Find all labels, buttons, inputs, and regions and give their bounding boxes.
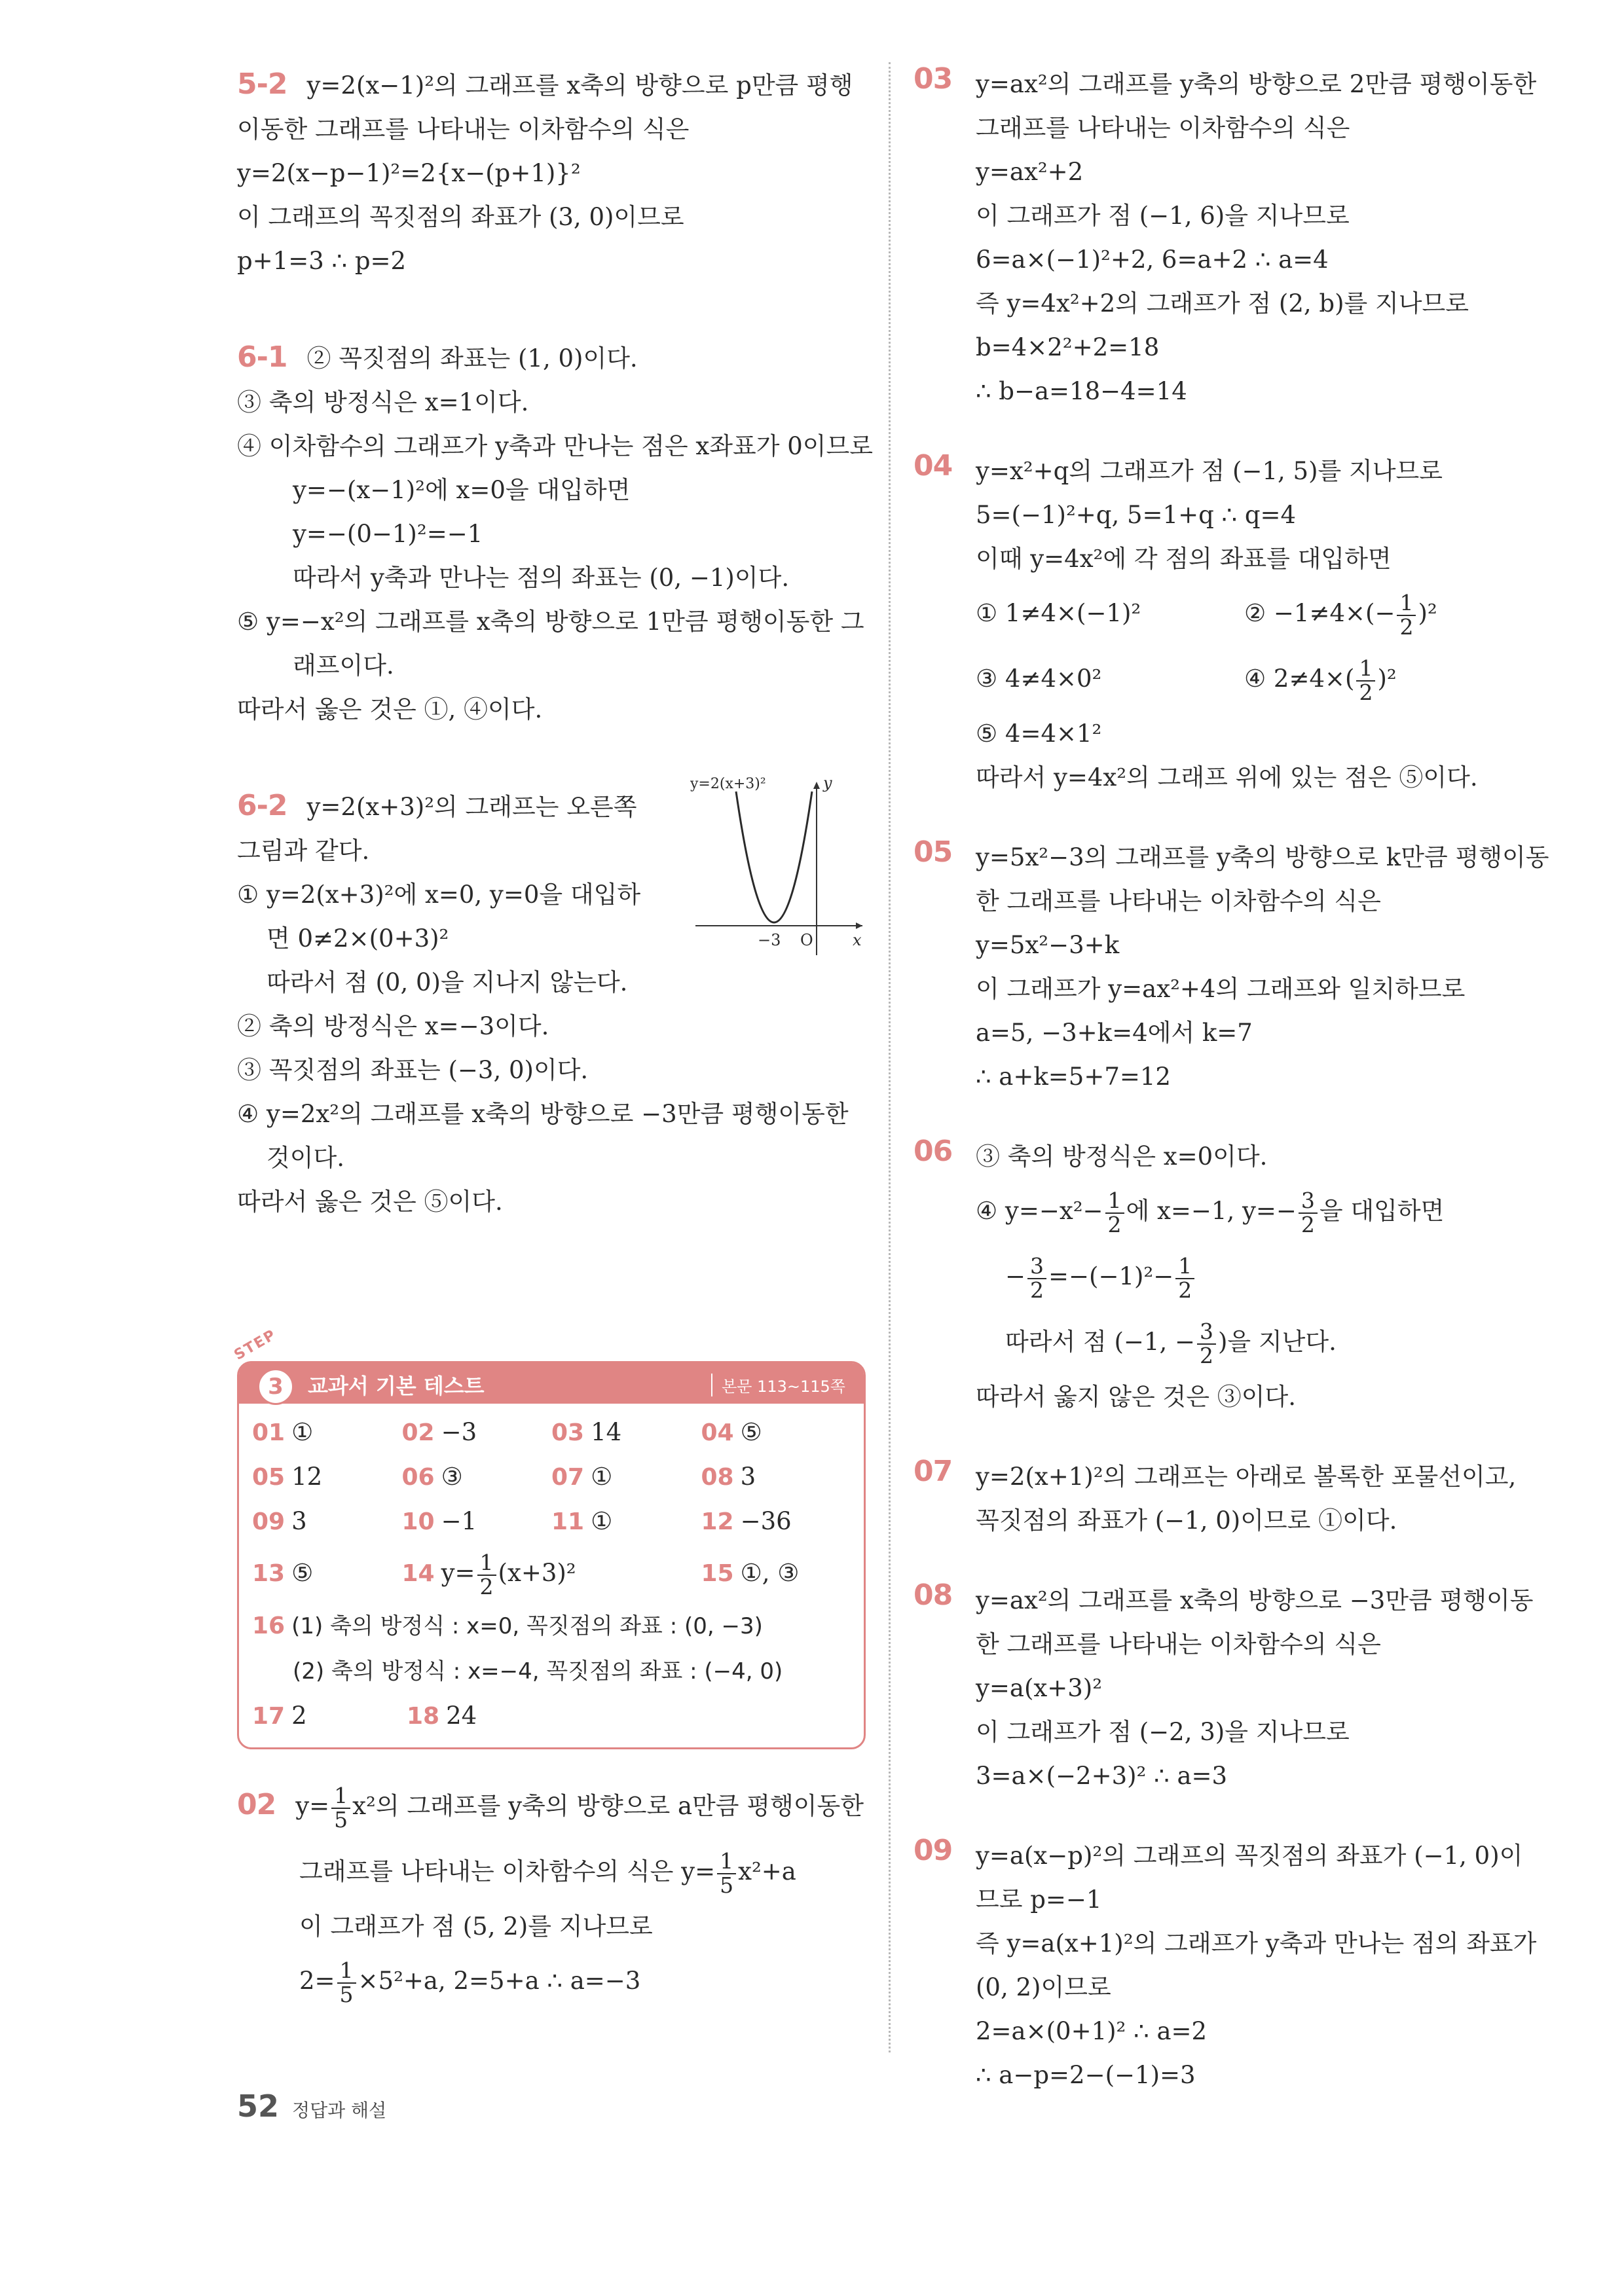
text-line: 이 그래프가 점 (−2, 3)을 지나므로 [976,1718,1350,1746]
answer-item: 09 3 [252,1507,307,1535]
answer-item: 15 ①, ③ [701,1559,800,1587]
text-line: 3=a×(−2+3)² ∴ a=3 [976,1762,1228,1790]
text-line: y=2(x+3)²의 그래프는 오른쪽 [306,793,637,821]
answer-item: 18 24 [407,1702,477,1730]
step-title-b: 기본 테스트 [375,1374,485,1398]
answer-item: 05 12 [252,1463,323,1491]
fraction: $\frac{1}{2}$ [477,1552,496,1598]
step-title [308,1370,485,1400]
problem-number: 05 [913,835,953,869]
section-5-2 [237,62,866,283]
text-line: 그림과 같다. [237,837,370,865]
text-line: ∴ b−a=18−4=14 [976,377,1187,405]
text-line: ∴ a−p=2−(−1)=3 [976,2061,1196,2089]
text-line: y=−(x−1)²에 x=0을 대입하면 [293,476,631,504]
problem-number: 6-2 [237,789,287,822]
parabola-graph [689,772,866,962]
text-line: 2=a×(0+1)² ∴ a=2 [976,2017,1208,2045]
section-6-2 [237,774,866,1224]
answer-item: 14 y= $\frac{1}{2}$ (x+3)² [401,1549,576,1599]
text-line: y=a(x+3)² [976,1674,1103,1702]
answer-item: 02 −3 [401,1418,477,1446]
fraction: $\frac{3}{2}$ [1027,1255,1046,1302]
section-09 [913,1834,1542,2097]
text-line: ⑤ y=−x²의 그래프를 x축의 방향으로 1만큼 평행이동한 그 [237,608,864,636]
problem-number: 09 [913,1834,953,1867]
answer-item: 04 ⑤ [701,1418,762,1446]
text-line: ∴ a+k=5+7=12 [976,1063,1171,1091]
text-line: y=2(x+1)²의 그래프는 아래로 볼록한 포물선이고, [976,1463,1517,1491]
answer-row [252,1455,851,1499]
section-08 [913,1578,1542,1798]
fraction: $\frac{1}{5}$ [717,1850,736,1897]
text-line: y=ax²+2 [976,158,1084,186]
text-line: ③ 축의 방정식은 x=1이다. [237,388,529,416]
text-line: ④ 이차함수의 그래프가 y축과 만나는 점은 x좌표가 0이므로 [237,432,873,460]
section-07 [913,1455,1542,1542]
text-line: ③ 꼭짓점의 좌표는 (−3, 0)이다. [237,1056,589,1084]
text-line: y=2(x−p−1)²=2{x−(p+1)}² [237,159,581,187]
text-line: 즉 y=4x²+2의 그래프가 점 (2, b)를 지나므로 [976,289,1469,318]
text-line: 꼭짓점의 좌표가 (−1, 0)이므로 ①이다. [976,1506,1397,1535]
text-line: 이때 y=4x²에 각 점의 좌표를 대입하면 [976,545,1392,573]
fraction: $\frac{1}{5}$ [337,1959,356,2006]
problem-number: 03 [913,62,953,96]
text-line: 한 그래프를 나타내는 이차함수의 식은 [976,887,1381,915]
text-line: y=ax²의 그래프를 x축의 방향으로 −3만큼 평행이동 [976,1586,1534,1614]
text-line: ① y=2(x+3)²에 x=0, y=0을 대입하 [237,881,641,909]
answer-row [252,1544,851,1603]
problem-number: 08 [913,1578,953,1612]
step-title-a: 교과서 [308,1374,369,1398]
fraction: $\frac{3}{2}$ [1197,1321,1216,1367]
problem-number: 02 [237,1788,276,1821]
fraction: $\frac{1}{2}$ [1105,1190,1124,1236]
text-line: 즉 y=a(x+1)²의 그래프가 y축과 만나는 점의 좌표가 [976,1929,1537,1958]
problem-number: 06 [913,1135,953,1168]
right-column [913,62,1549,2133]
text-line: 따라서 y=4x²의 그래프 위에 있는 점은 ⑤이다. [976,763,1478,792]
text-line: 6=a×(−1)²+2, 6=a+2 ∴ a=4 [976,246,1329,274]
fraction: $\frac{3}{2}$ [1299,1190,1318,1236]
option-1: ① 1≠4×(−1)² [976,599,1141,627]
page-footer [237,2088,386,2124]
problem-number: 5-2 [237,67,287,101]
section-6-1 [237,335,873,731]
text-line: 따라서 점 (0, 0)을 지나지 않는다. [267,968,628,996]
text-line: 이 그래프가 점 (−1, 6)을 지나므로 [976,202,1350,230]
column-divider [889,62,891,2052]
text-line: 따라서 옳은 것은 ⑤이다. [237,1188,503,1216]
answer-row [252,1499,851,1544]
answer-item: 17 2 [252,1702,307,1730]
vertex-label: −3 [758,931,781,949]
page-reference: 본문 113~115쪽 [711,1374,845,1396]
text-line: ③ 축의 방정식은 x=0이다. [976,1142,1268,1171]
option-4: ④ 2≠4×( $\frac{1}{2}$ )² [1244,655,1397,705]
fraction: $\frac{1}{2}$ [1175,1255,1194,1302]
step3-header [231,1326,864,1404]
y-axis-label: y [823,774,832,792]
text-line: 따라서 옳지 않은 것은 ③이다. [976,1383,1296,1411]
origin-label: O [800,931,813,949]
text-line: 따라서 옳은 것은 ①, ④이다. [237,695,543,723]
text-line: 그래프를 나타내는 이차함수의 식은 [976,114,1350,142]
text-line: 이동한 그래프를 나타내는 이차함수의 식은 [237,115,690,143]
text-line: 면 0≠2×(0+3)² [267,924,449,953]
answer-item: 13 ⑤ [252,1559,314,1587]
text-line: y=ax²의 그래프를 y축의 방향으로 2만큼 평행이동한 [976,70,1537,98]
fraction: $\frac{1}{2}$ [1356,657,1375,704]
text-line: y=2(x−1)²의 그래프를 x축의 방향으로 p만큼 평행 [306,71,853,100]
text-line: 래프이다. [293,651,394,680]
text-line: (0, 2)이므로 [976,1973,1111,2001]
x-axis-label: x [853,931,862,949]
answer-item: 06 ③ [401,1463,463,1491]
answer-item: 03 14 [551,1418,622,1446]
section-05 [913,835,1549,1099]
answer-row [252,1694,851,1738]
answer-item: 01 ① [252,1418,314,1446]
text-line: 이 그래프가 점 (5, 2)를 지나므로 [299,1912,653,1941]
answer-item: 12 −36 [701,1507,792,1535]
step-word: STEP [231,1326,280,1364]
option-3: ③ 4≠4×0² [976,665,1102,693]
text-line: y=5x²−3의 그래프를 y축의 방향으로 k만큼 평행이동 [976,843,1549,871]
fraction: $\frac{1}{2}$ [1397,592,1416,638]
problem-number: 07 [913,1455,953,1488]
page-number: 52 [237,2088,280,2124]
text-line: 5=(−1)²+q, 5=1+q ∴ q=4 [976,501,1297,529]
step-number-badge: 3 [257,1368,294,1405]
text-line: y=−(0−1)²=−1 [293,520,483,548]
answer-item: 07 ① [551,1463,613,1491]
text-line: 한 그래프를 나타내는 이차함수의 식은 [976,1630,1381,1658]
answer-item: 08 3 [701,1463,756,1491]
section-04 [913,449,1542,799]
text-line: 것이다. [267,1144,344,1172]
text-line: p+1=3 ∴ p=2 [237,247,407,275]
text-line: 므로 p=−1 [976,1886,1102,1914]
left-column [231,62,873,2066]
section-03 [913,62,1542,413]
text-line: 따라서 y축과 만나는 점의 좌표는 (0, −1)이다. [293,564,790,592]
problem-number: 6-1 [237,340,287,374]
answer-row [252,1410,851,1455]
text-line: a=5, −3+k=4에서 k=7 [976,1019,1253,1047]
answer-item: 16 (1) 축의 방정식 : x=0, 꼭짓점의 좌표 : (0, −3) [252,1613,763,1639]
text-line: ④ y=2x²의 그래프를 x축의 방향으로 −3만큼 평행이동한 [237,1100,849,1128]
text-line: y=a(x−p)²의 그래프의 꼭짓점의 좌표가 (−1, 0)이 [976,1842,1523,1870]
answer-item: 11 ① [551,1507,613,1535]
problem-number: 04 [913,449,953,483]
text-line: 이 그래프의 꼭짓점의 좌표가 (3, 0)이므로 [237,203,684,231]
fraction: $\frac{1}{5}$ [331,1785,350,1831]
text-line: ② 꼭짓점의 좌표는 (1, 0)이다. [306,344,638,373]
step3-answer-box [231,1326,866,1749]
answer-item: (2) 축의 방정식 : x=−4, 꼭짓점의 좌표 : (−4, 0) [293,1658,783,1685]
answer-grid [239,1404,864,1738]
text-line: 이 그래프가 y=ax²+4의 그래프와 일치하므로 [976,975,1466,1003]
curve-label: y=2(x+3)² [690,776,766,792]
footer-label: 정답과 해설 [292,2100,387,2121]
option-2: ② −1≠4×(− $\frac{1}{2}$ )² [1244,589,1437,640]
text-line: y=5x²−3+k [976,931,1120,959]
text-line: y=x²+q의 그래프가 점 (−1, 5)를 지나므로 [976,457,1443,485]
option-5: ⑤ 4=4×1² [976,720,1102,748]
answer-item: 10 −1 [401,1507,477,1535]
section-06: 06 ③ 축의 방정식은 x=0이다. ④ y=−x²− $\frac{1}{2}$ 에 x=−1, y=− $\frac{3}{2}$ 을 대입하면 − $\frac{3}{2}$ =−(−1)²− $\frac{1}{2}$ 따라서 점 (−1, − $\frac{3}{2}$ )을 지난다. 따라서 옳지 않은 것은 ③이다. [913,1135,1542,1419]
text-line: ② 축의 방정식은 x=−3이다. [237,1012,549,1040]
text-line: b=4×2²+2=18 [976,333,1160,361]
section-02: 02 y= $\frac{1}{5}$ x²의 그래프를 y축의 방향으로 a만큼 평행이동한 그래프를 나타내는 이차함수의 식은 y= $\frac{1}{5}$ x²+a 이 그래프가 점 (5, 2)를 지나므로 2= $\frac{1}{5}$ ×5²+a, 2=5+a ∴ a=−3 [237,1772,866,2014]
